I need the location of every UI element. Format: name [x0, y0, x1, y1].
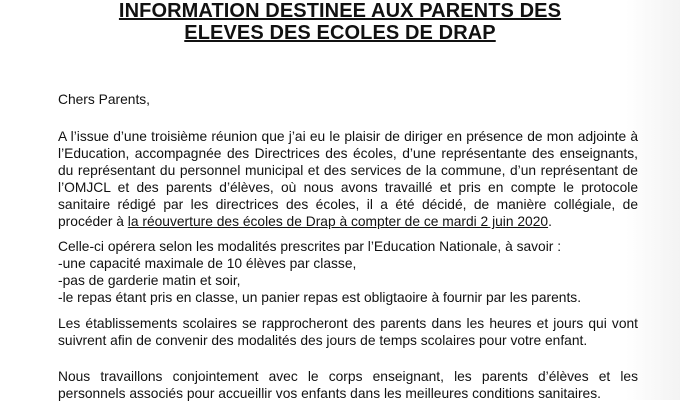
- title-line-2: ELEVES DES ECOLES DE DRAP: [184, 22, 496, 44]
- reopening-date-statement: la réouverture des écoles de Drap à compter de ce mardi 2 juin 2020: [127, 214, 549, 229]
- paragraph-cooperation: Nous travaillons conjointement avec le corps enseignant, les parents d’élèves et les personnels associés pour accueillir vos enfants dans les meilleures conditions sanitaires.: [58, 369, 638, 401]
- title-line-1: INFORMATION DESTINEE AUX PARENTS DES: [118, 0, 562, 22]
- paragraph-schools-contact: Les établissements scolaires se rapprocheront des parents dans les heures et jours qui vont suivrent afin de convenir des modalités des jours de temps scolaires pour votre enfant.: [58, 316, 638, 348]
- greeting: Chers Parents,: [58, 92, 151, 107]
- paragraph-modalities: [58, 238, 638, 306]
- document-title: [0, 0, 680, 44]
- modality-item: -pas de garderie matin et soir,: [58, 273, 241, 288]
- modality-item: -une capacité maximale de 10 élèves par classe,: [58, 256, 357, 271]
- paragraph-meeting-text: A l’issue d’une troisième réunion que j’ai eu le plaisir de diriger en présence de mon adjointe à l’Education, accompagnée des Directrices des écoles, d’une représentante des enseignants, du représentant du personnel municipal et des services de la commune, d’un représentant de l’OMJCL et des parents d’élèves, où nous avons travaillé et pris en compte le protocole sanitaire rédigé par les directrices des écoles, il a été décidé, de manière collégiale, de procéder à: [58, 129, 638, 229]
- modality-item: -le repas étant pris en classe, un panier repas est obligtaoire à fournir par les parents.: [58, 290, 582, 305]
- paragraph-meeting: [58, 128, 638, 230]
- paragraph-meeting-end: .: [548, 214, 552, 229]
- modalities-intro: Celle-ci opérera selon les modalités prescrites par l’Education Nationale, à savoir :: [58, 239, 562, 254]
